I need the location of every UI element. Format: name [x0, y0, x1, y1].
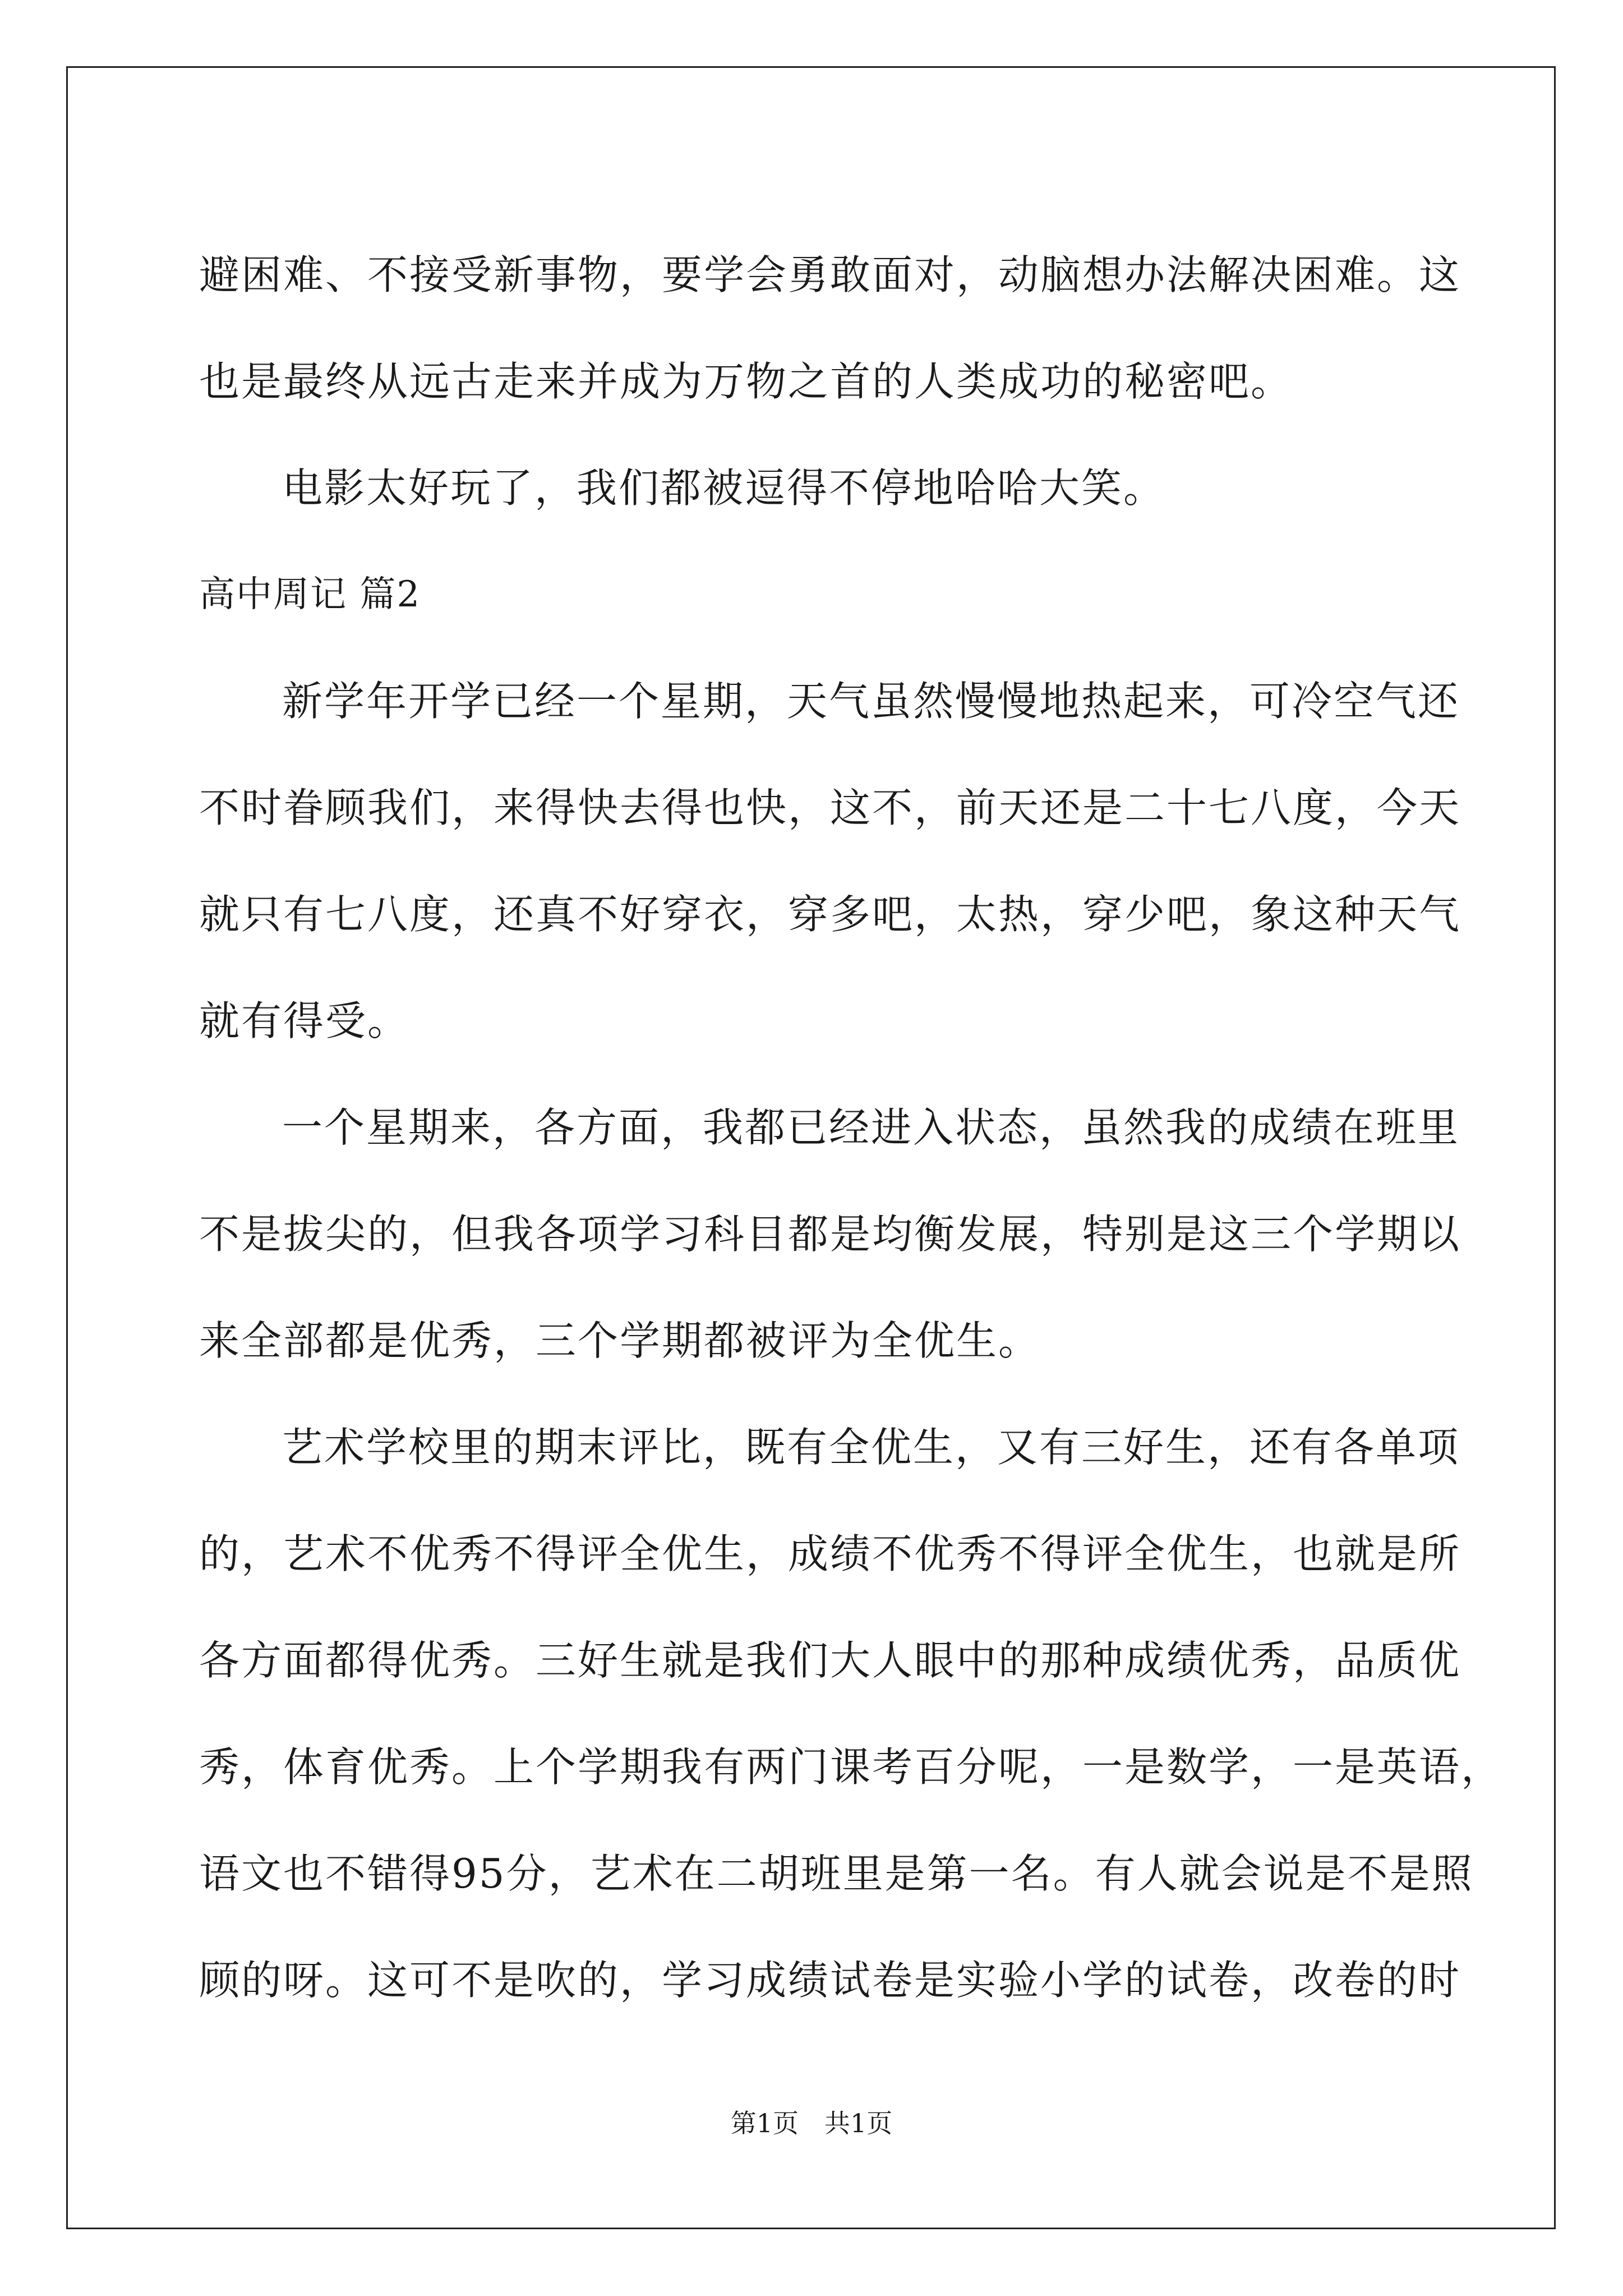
text-line: 语文也不错得95分，艺术在二胡班里是第一名。有人就会说是不是照: [199, 1850, 1474, 1897]
text-line: 不是拔尖的，但我各项学习科目都是均衡发展，特别是这三个学期以: [199, 1211, 1461, 1258]
text-line: 各方面都得优秀。三好生就是我们大人眼中的那种成绩优秀，品质优: [199, 1637, 1461, 1684]
paragraph-start-line: 新学年开学已经一个星期，天气虽然慢慢地热起来，可冷空气还: [282, 678, 1460, 725]
paragraph-start-line: 艺术学校里的期末评比，既有全优生，又有三好生，还有各单项: [282, 1424, 1460, 1471]
text-line: 避困难、不接受新事物，要学会勇敢面对，动脑想办法解决困难。这: [199, 251, 1461, 298]
text-line: 也是最终从远古走来并成为万物之首的人类成功的秘密吧。: [199, 358, 1293, 405]
document-body: [199, 222, 1504, 2033]
text-line: 顾的呀。这可不是吹的，学习成绩试卷是实验小学的试卷，改卷的时: [199, 1957, 1461, 2004]
text-line: 就只有七八度，还真不好穿衣，穿多吧，太热，穿少吧，象这种天气: [199, 891, 1461, 938]
paragraph-start-line: 电影太好玩了，我们都被逗得不停地哈哈大笑。: [282, 464, 1166, 512]
section-heading: 高中周记 篇2: [199, 574, 421, 615]
text-line: 来全部都是优秀，三个学期都被评为全优生。: [199, 1317, 1041, 1364]
page-number-footer: 第1页 共1页: [730, 2108, 893, 2138]
text-line: 不时眷顾我们，来得快去得也快，这不，前天还是二十七八度，今天: [199, 784, 1461, 831]
text-line: 秀，体育优秀。上个学期我有两门课考百分呢，一是数学，一是英语，: [199, 1743, 1504, 1791]
text-line: 就有得受。: [199, 997, 410, 1045]
paragraph-start-line: 一个星期来，各方面，我都已经进入状态，虽然我的成绩在班里: [282, 1104, 1460, 1151]
text-line: 的，艺术不优秀不得评全优生，成绩不优秀不得评全优生，也就是所: [199, 1530, 1461, 1577]
